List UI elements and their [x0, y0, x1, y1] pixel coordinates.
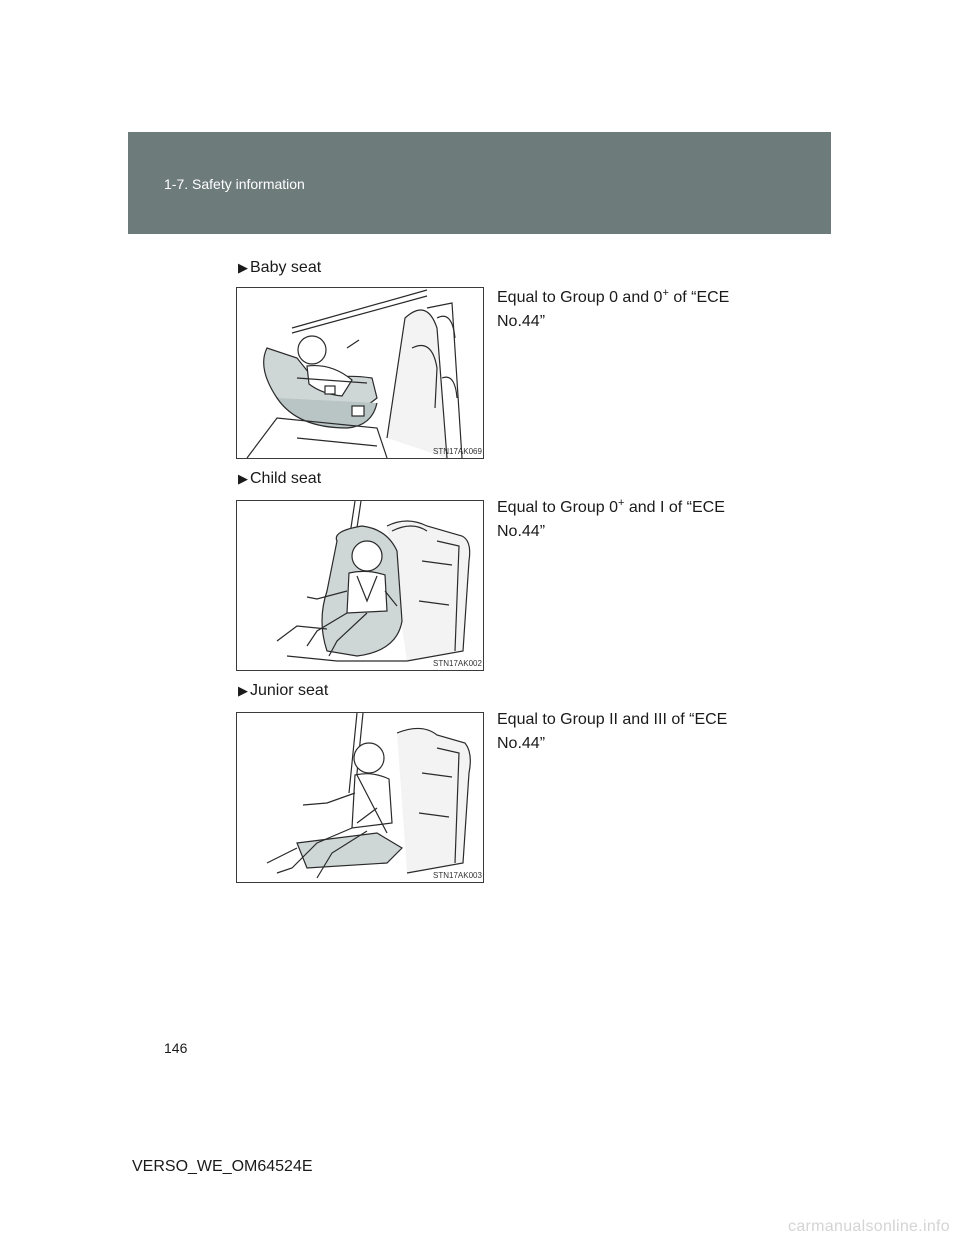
section-title: 1-7. Safety information	[164, 176, 305, 192]
desc-text-end: of “ECE No.44”	[497, 289, 730, 330]
desc-superscript: +	[617, 497, 625, 509]
desc-text: Equal to Group 0	[497, 499, 618, 516]
header-band	[128, 132, 831, 234]
arrow-icon: ▶	[238, 683, 248, 698]
arrow-icon: ▶	[238, 260, 248, 275]
baby-seat-drawing	[237, 288, 483, 458]
baby-seat-description	[497, 286, 747, 334]
section-heading-baby-seat	[238, 259, 321, 277]
document-code: VERSO_WE_OM64524E	[132, 1158, 313, 1175]
child-seat-illustration	[236, 500, 484, 671]
page-number: 146	[164, 1040, 188, 1056]
desc-text: Equal to Group II and III of “ECE No.44”	[497, 711, 728, 752]
figure-code: STN17AK069	[433, 447, 482, 456]
figure-code: STN17AK002	[433, 659, 482, 668]
desc-text-end: and I of “ECE No.44”	[497, 499, 725, 540]
junior-seat-drawing	[237, 713, 483, 882]
child-seat-drawing	[237, 501, 483, 670]
child-seat-description	[497, 496, 747, 544]
section-heading-junior-seat	[238, 682, 328, 700]
section-heading-child-seat	[238, 470, 321, 488]
desc-text: Equal to Group 0 and 0	[497, 289, 663, 306]
heading-label: Baby seat	[250, 259, 322, 276]
heading-label: Child seat	[250, 470, 322, 487]
junior-seat-illustration	[236, 712, 484, 883]
figure-code: STN17AK003	[433, 871, 482, 880]
baby-seat-illustration	[236, 287, 484, 459]
junior-seat-description	[497, 708, 747, 756]
heading-label: Junior seat	[250, 682, 329, 699]
watermark: carmanualsonline.info	[788, 1218, 950, 1235]
desc-superscript: +	[662, 287, 669, 299]
arrow-icon: ▶	[238, 471, 248, 486]
